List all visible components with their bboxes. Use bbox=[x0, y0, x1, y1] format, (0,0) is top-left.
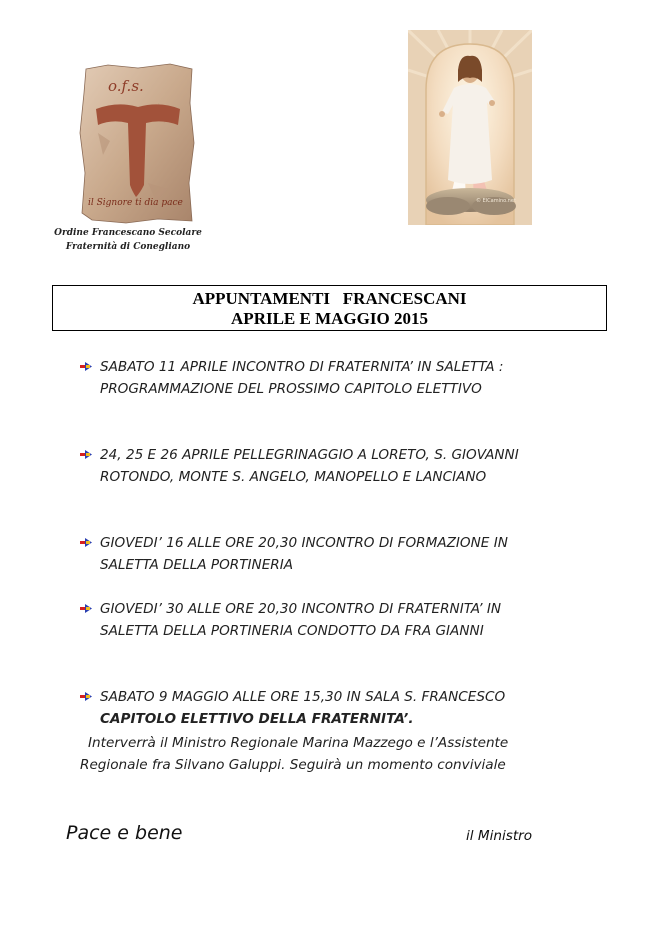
bullet-arrow-icon bbox=[80, 448, 94, 460]
event-note bbox=[80, 732, 508, 776]
jesus-image-icon bbox=[408, 30, 532, 225]
ofs-logo bbox=[78, 63, 196, 225]
svg-text:il Signore ti dia pace: il Signore ti dia pace bbox=[88, 198, 183, 208]
title-line-1: APPUNTAMENTI FRANCESCANI bbox=[192, 289, 467, 308]
item-text-line-1: GIOVEDI’ 16 ALLE ORE 20,30 INCONTRO DI FORMAZIONE IN bbox=[100, 535, 508, 551]
closing-greeting: Pace e bene bbox=[66, 822, 183, 844]
item-text-line-2: ROTONDO, MONTE S. ANGELO, MANOPELLO E LANCIANO bbox=[100, 469, 487, 485]
svg-text:o.f.s.: o.f.s. bbox=[108, 77, 144, 95]
item-text-line-2: CAPITOLO ELETTIVO DELLA FRATERNITA’. bbox=[100, 711, 414, 727]
list-item bbox=[80, 598, 501, 642]
bullet-arrow-icon bbox=[80, 536, 94, 548]
item-text-line-2: SALETTA DELLA PORTINERIA CONDOTTO DA FRA GIANNI bbox=[100, 623, 484, 639]
bullet-arrow-icon bbox=[80, 690, 94, 702]
caption-fraternity: Fraternità di Conegliano bbox=[65, 242, 191, 252]
item-text-line-1: 24, 25 E 26 APRILE PELLEGRINAGGIO A LORETO, S. GIOVANNI bbox=[100, 447, 519, 463]
note-line-1: Interverrà il Ministro Regionale Marina Mazzego e l’Assistente bbox=[88, 735, 509, 751]
title-line-2: APRILE E MAGGIO 2015 bbox=[231, 309, 428, 328]
signature: il Ministro bbox=[466, 828, 533, 844]
list-item bbox=[80, 444, 519, 488]
list-item bbox=[80, 356, 503, 400]
tau-logo-icon bbox=[78, 63, 196, 225]
item-text-line-1: SABATO 11 APRILE INCONTRO DI FRATERNITA’ IN SALETTA : bbox=[100, 359, 504, 375]
holy-picture bbox=[408, 30, 532, 225]
caption-order: Ordine Francescano Secolare bbox=[54, 228, 202, 238]
title-box bbox=[52, 285, 607, 331]
list-item bbox=[80, 686, 505, 730]
item-text-line-1: GIOVEDI’ 30 ALLE ORE 20,30 INCONTRO DI FRATERNITA’ IN bbox=[100, 601, 502, 617]
item-text-line-2: PROGRAMMAZIONE DEL PROSSIMO CAPITOLO ELETTIVO bbox=[100, 381, 482, 397]
note-line-2: Regionale fra Silvano Galuppi. Seguirà un momento conviviale bbox=[80, 757, 506, 773]
list-item bbox=[80, 532, 508, 576]
bullet-arrow-icon bbox=[80, 602, 94, 614]
item-text-line-1: SABATO 9 MAGGIO ALLE ORE 15,30 IN SALA S. FRANCESCO bbox=[100, 689, 506, 705]
item-text-line-2: SALETTA DELLA PORTINERIA bbox=[100, 557, 294, 573]
svg-text:© ElCamino.net: © ElCamino.net bbox=[476, 198, 516, 204]
logo-caption bbox=[48, 226, 208, 254]
bullet-arrow-icon bbox=[80, 360, 94, 372]
